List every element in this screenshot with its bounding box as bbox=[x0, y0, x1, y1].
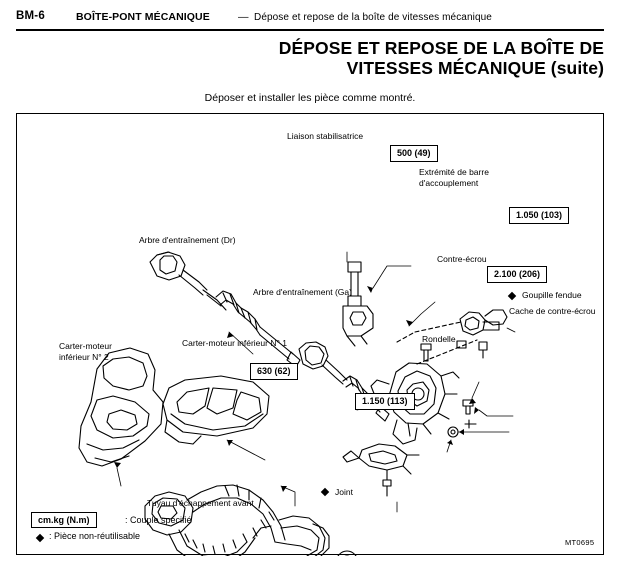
gasket-ring bbox=[336, 551, 358, 556]
page-subtitle: Déposer et installer les pièce comme montré. bbox=[204, 92, 416, 104]
hub-knuckle-assembly bbox=[343, 363, 459, 496]
callout-liaison-stabilisatrice: Liaison stabilisatrice bbox=[287, 131, 364, 141]
page-title-line-2: VITESSES MÉCANIQUE (suite) bbox=[346, 58, 604, 78]
page-title-line-1: DÉPOSE ET REPOSE DE LA BOÎTE DE bbox=[278, 38, 604, 58]
torque-box-630: 630 (62) bbox=[250, 363, 298, 380]
callout-arbre-entrainement-dr: Arbre d'entraînement (Dr) bbox=[139, 235, 236, 245]
legend-nonreusable-text: : Pièce non-réutilisable bbox=[49, 531, 141, 541]
exploded-view-figure bbox=[16, 113, 604, 555]
page-header bbox=[16, 8, 604, 30]
page-title bbox=[204, 38, 604, 78]
callout-rondelle: Rondelle bbox=[422, 334, 456, 344]
callout-arbre-entrainement-ga: Arbre d'entraînement (Ga) bbox=[253, 287, 352, 297]
stabilizer-link bbox=[343, 262, 431, 361]
legend-unit-text: : Couple spécifié bbox=[125, 515, 192, 525]
page-number: BM-6 bbox=[16, 10, 45, 22]
figure-code: MT0695 bbox=[565, 538, 595, 547]
callout-extremite-barre-line2: d'accouplement bbox=[419, 178, 479, 188]
torque-box-2100: 2.100 (206) bbox=[487, 266, 547, 283]
callout-cache-contre-ecrou: Cache de contre-écrou bbox=[509, 306, 596, 316]
header-subsection-title: Dépose et repose de la boîte de vitesses mécanique bbox=[254, 12, 492, 23]
callout-extremite-barre-line1: Extrémité de barre bbox=[419, 167, 489, 177]
legend-unit-box: cm.kg (N.m) bbox=[31, 512, 97, 528]
lower-engine-cover-2 bbox=[79, 348, 163, 466]
header-dash: — bbox=[238, 11, 249, 23]
torque-box-1050: 1.050 (103) bbox=[509, 207, 569, 224]
callout-carter-moteur-inf-1: Carter-moteur inférieur N° 1 bbox=[182, 338, 287, 348]
header-section-title: BOÎTE-PONT MÉCANIQUE bbox=[76, 11, 210, 23]
drive-shaft-right bbox=[150, 252, 300, 367]
torque-box-1150: 1.150 (113) bbox=[355, 393, 415, 410]
callout-joint: Joint bbox=[335, 487, 353, 497]
leader-lines bbox=[117, 252, 515, 556]
callout-contre-ecrou: Contre-écrou bbox=[437, 254, 487, 264]
callout-carter-moteur-inf-2-line1: Carter-moteur bbox=[59, 341, 112, 351]
callout-tuyau-echappement: Tuyau d'échappement avant bbox=[147, 498, 254, 508]
torque-box-500: 500 (49) bbox=[390, 145, 438, 162]
callout-carter-moteur-inf-2-line2: inférieur N° 2 bbox=[59, 352, 109, 362]
callout-goupille-fendue: Goupille fendue bbox=[522, 290, 582, 300]
figure-line-art bbox=[17, 114, 605, 556]
lower-engine-cover-1 bbox=[163, 376, 269, 444]
header-divider bbox=[16, 29, 604, 31]
